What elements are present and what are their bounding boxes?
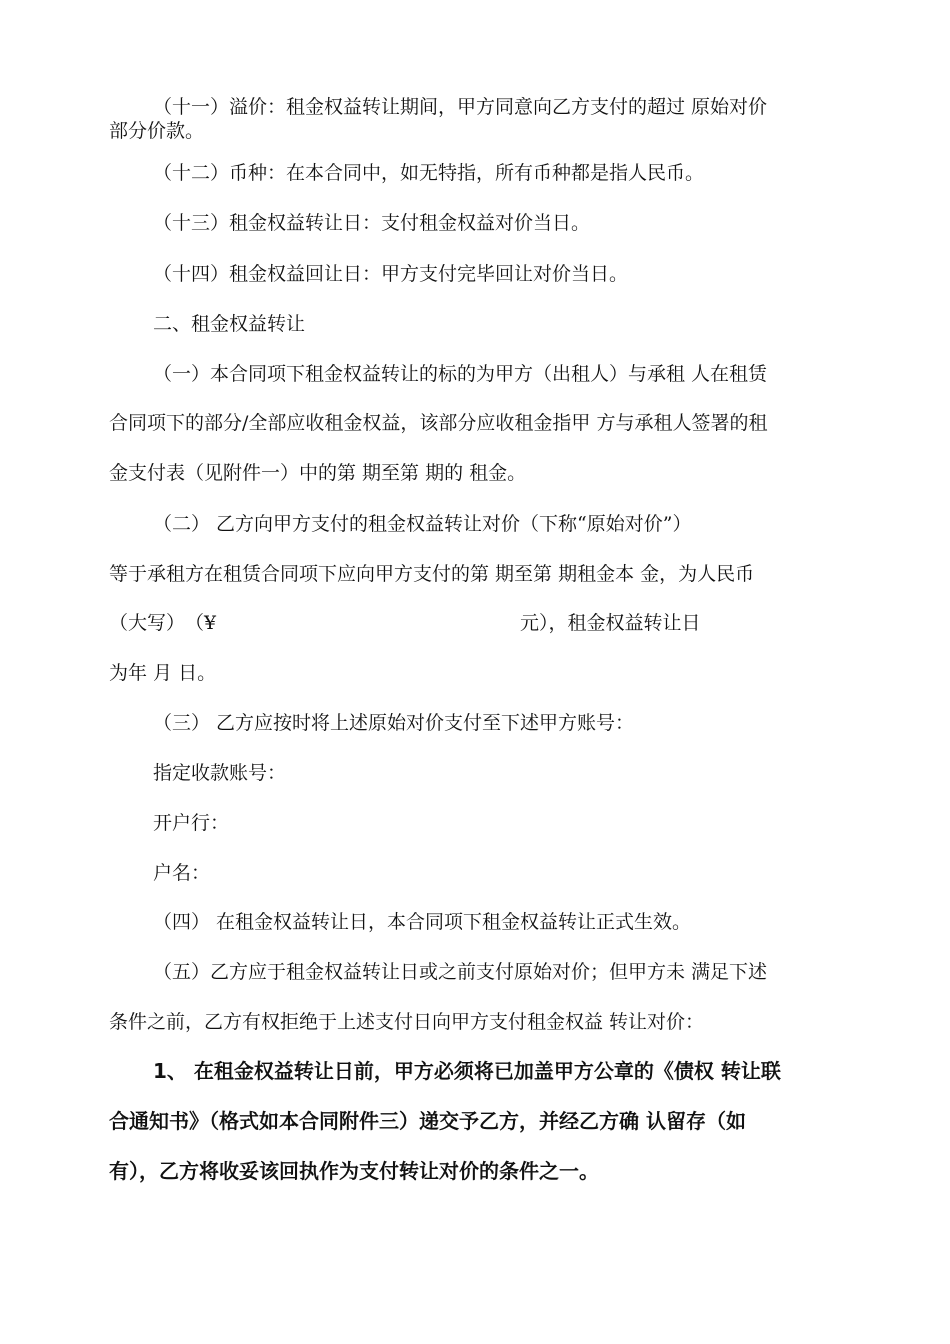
transfer-date-value: 为年 月 日。 xyxy=(109,662,217,684)
section-2-paragraph-4: （四） 在租金权益转让日，本合同项下租金权益转让正式生效。 xyxy=(153,911,692,933)
clause-11-line-2: 部分价款。 xyxy=(109,120,205,142)
section-2-paragraph-2-line-2: 等于承租方在租赁合同项下应向甲方支付的第 期至第 期租金本 金，为人民币 xyxy=(109,563,755,585)
account-name-label: 户名： xyxy=(153,862,211,884)
condition-1-line-1: 1、 在租金权益转让日前，甲方必须将已加盖甲方公章的《债权 转让联 xyxy=(153,1059,781,1083)
clause-11-line-1: （十一）溢价：租金权益转让期间，甲方同意向乙方支付的超过 原始对价 xyxy=(153,96,768,118)
section-2-paragraph-5-line-1: （五）乙方应于租金权益转让日或之前支付原始对价；但甲方未 满足下述 xyxy=(153,961,768,983)
section-2-paragraph-1-line-3: 金支付表（见附件一）中的第 期至第 期的 租金。 xyxy=(109,462,527,484)
section-2-paragraph-1-line-1: （一）本合同项下租金权益转让的标的为甲方（出租人）与承租 人在租赁 xyxy=(153,363,768,385)
section-2-paragraph-1-line-2: 合同项下的部分/全部应收租金权益，该部分应收租金指甲 方与承租人签署的租 xyxy=(109,412,768,434)
clause-12: （十二）币种：在本合同中，如无特指，所有币种都是指人民币。 xyxy=(153,162,705,184)
account-number-label: 指定收款账号： xyxy=(153,762,287,784)
condition-1-line-2: 合通知书》（格式如本合同附件三）递交予乙方，并经乙方确 认留存（如 xyxy=(109,1109,746,1133)
section-2-paragraph-3: （三） 乙方应按时将上述原始对价支付至下述甲方账号： xyxy=(153,712,635,734)
section-2-heading: 二、租金权益转让 xyxy=(153,313,306,335)
section-2-paragraph-5-line-2: 条件之前，乙方有权拒绝于上述支付日向甲方支付租金权益 转让对价： xyxy=(109,1011,705,1033)
clause-13: （十三）租金权益转让日：支付租金权益对价当日。 xyxy=(153,212,591,234)
bank-label: 开户行： xyxy=(153,812,230,834)
amount-in-words-field: （大写） （¥ xyxy=(109,612,217,634)
condition-1-line-3: 有），乙方将收妥该回执作为支付转让对价的条件之一。 xyxy=(109,1159,599,1183)
section-2-paragraph-2-line-1: （二） 乙方向甲方支付的租金权益转让对价（下称“原始对价”） xyxy=(153,513,692,535)
transfer-date-label: 元），租金权益转让日 xyxy=(520,612,701,634)
clause-14: （十四）租金权益回让日：甲方支付完毕回让对价当日。 xyxy=(153,263,629,285)
